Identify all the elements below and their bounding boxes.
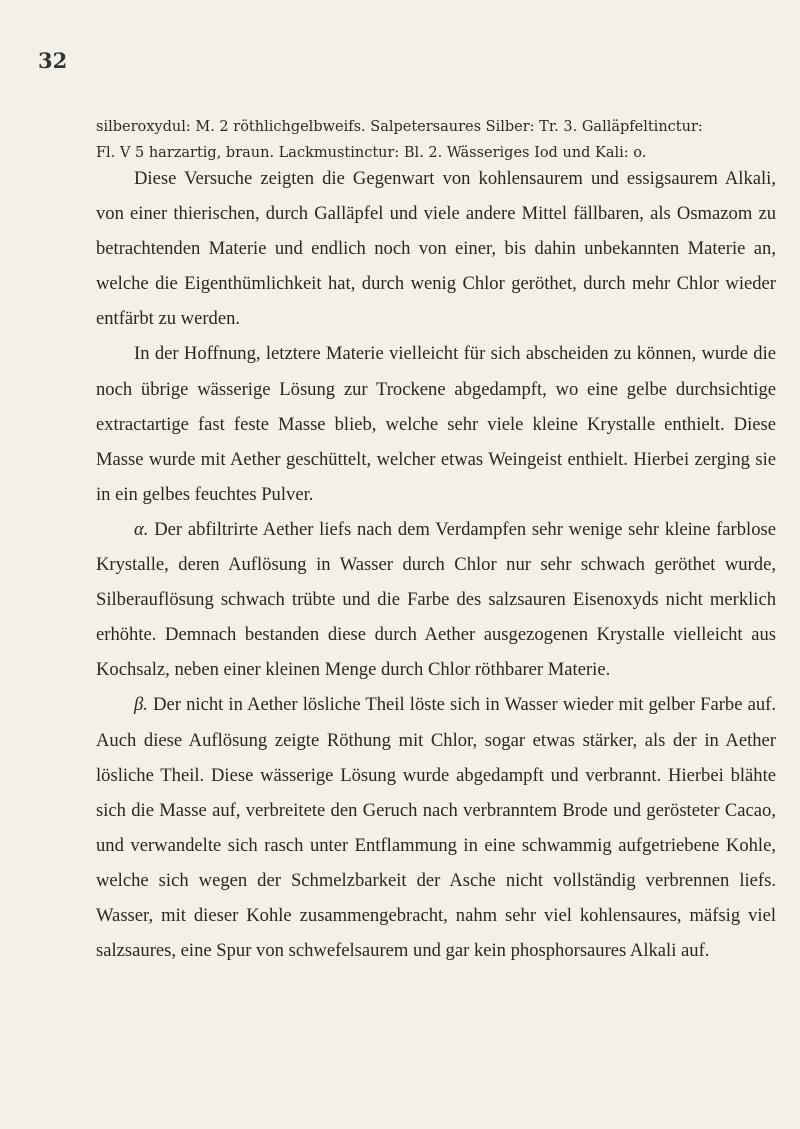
paragraph-alpha xyxy=(96,512,776,687)
paragraph-2 xyxy=(96,336,776,511)
paragraph-2-text: In der Hoffnung, letztere Materie vielleicht für sich abscheiden zu können, wurde die noch übrige wässerige Lösung zur Trockene abgedampft, wo eine gelbe durchsichtige extractartige fast feste Masse blieb, welche sehr viele kleine Krystalle enthielt. Diese Masse wurde mit Aether geschüttelt, welcher etwas Weingeist enthielt. Hierbei zerging sie in ein gelbes feuchtes Pulver. xyxy=(96,343,776,505)
reagent-results-line-2: Fl. V 5 harzartig, braun. Lackmustinctur: Bl. 2. Wässeriges Iod und Kali: o. xyxy=(96,145,647,161)
paragraph-beta xyxy=(96,687,776,968)
reagent-results-line-1: silberoxydul: M. 2 röthlichgelbweifs. Salpetersaures Silber: Tr. 3. Galläpfeltinctur: xyxy=(96,119,703,135)
page-number: 32 xyxy=(38,48,68,73)
paragraph-beta-marker: β. xyxy=(134,694,148,716)
paragraph-1 xyxy=(96,161,776,336)
reagent-results xyxy=(96,114,776,166)
body-text xyxy=(96,161,776,968)
paragraph-beta-text: Der nicht in Aether lösliche Theil löste sich in Wasser wieder mit gelber Farbe auf. Auch diese Auflösung zeigte Röthung mit Chlor, sogar etwas stärker, als der in Aether lösliche Theil. Diese wässerige Lösung wurde abgedampft und verbrannt. Hierbei blähte sich die Masse auf, verbreitete den Geruch nach verbranntem Brode und gerösteter Cacao, und verwandelte sich rasch unter Entflammung in eine schwammig aufgetriebene Kohle, welche sich wegen der Schmelzbarkeit der Asche nicht vollständig verbrennen liefs. Wasser, mit dieser Kohle zusammengebracht, nahm sehr viel kohlensaures, mäfsig viel salzsaures, eine Spur von schwefelsaurem und gar kein phosphorsaures Alkali auf. xyxy=(96,694,776,962)
paragraph-alpha-marker: α. xyxy=(134,518,149,540)
paragraph-1-text: Diese Versuche zeigten die Gegenwart von kohlensaurem und essigsaurem Alkali, von einer thierischen, durch Galläpfel und viele andere Mittel fällbaren, als Osmazom zu betrachtenden Materie und endlich noch von einer, bis dahin unbekannten Materie an, welche die Eigenthümlichkeit hat, durch wenig Chlor geröthet, durch mehr Chlor wieder entfärbt zu werden. xyxy=(96,168,776,330)
paragraph-alpha-text: Der abfiltrirte Aether liefs nach dem Verdampfen sehr wenige sehr kleine farblose Krystalle, deren Auflösung in Wasser durch Chlor nur sehr schwach geröthet wurde, Silberauflösung schwach trübte und die Farbe des salzsauren Eisenoxyds nicht merklich erhöhte. Demnach bestanden diese durch Aether ausgezogenen Krystalle vielleicht aus Kochsalz, neben einer kleinen Menge durch Chlor röthbarer Materie. xyxy=(96,518,776,681)
